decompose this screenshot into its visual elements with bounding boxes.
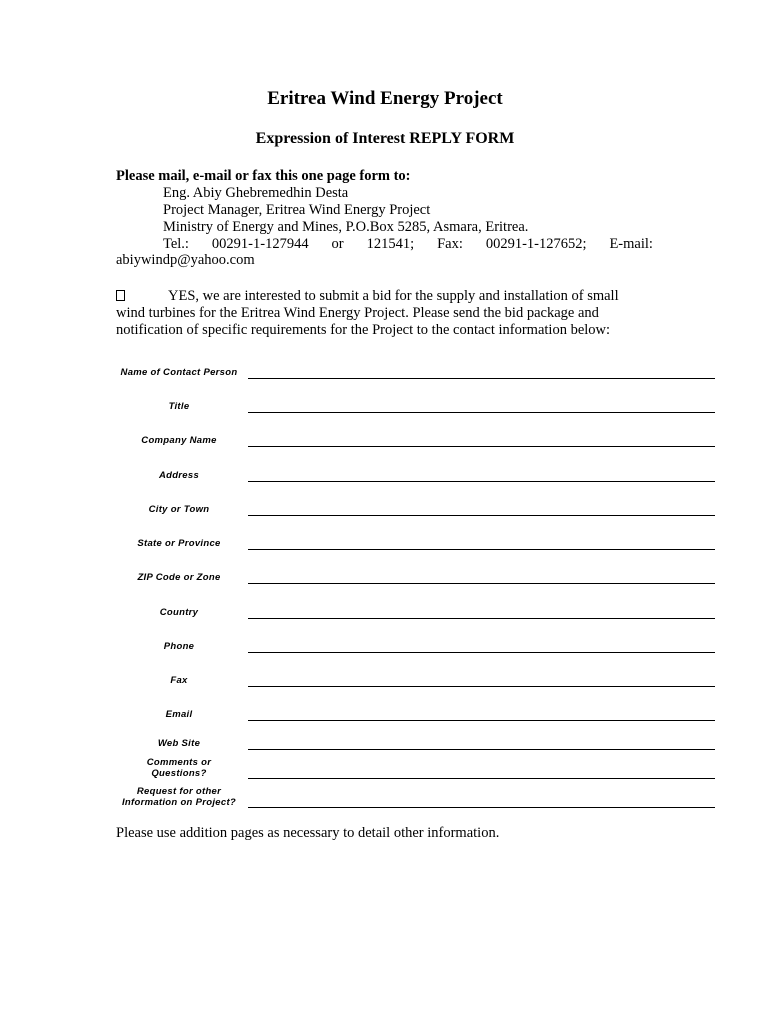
footer-note: Please use addition pages as necessary to detail other information. bbox=[116, 825, 500, 841]
field-label-city: City or Town bbox=[148, 504, 210, 515]
field-label-contact-person: Name of Contact Person bbox=[120, 367, 238, 378]
contact-tel-alt: 121541; bbox=[366, 236, 415, 252]
field-label-address: Address bbox=[158, 470, 200, 481]
field-label-title: Title bbox=[168, 401, 190, 412]
address-line-position: Project Manager, Eritrea Wind Energy Project bbox=[163, 202, 431, 218]
field-label-request-info: Request for other Information on Project? bbox=[121, 786, 237, 808]
address-input[interactable] bbox=[248, 465, 715, 482]
interest-checkbox[interactable] bbox=[116, 290, 125, 301]
field-label-state: State or Province bbox=[137, 538, 221, 549]
address-line-ministry: Ministry of Energy and Mines, P.O.Box 5285, Asmara, Eritrea. bbox=[163, 219, 529, 235]
interest-line-1: YES, we are interested to submit a bid for the supply and installation of small bbox=[168, 288, 619, 304]
fax-input[interactable] bbox=[248, 670, 715, 687]
city-input[interactable] bbox=[248, 499, 715, 516]
zip-input[interactable] bbox=[248, 567, 715, 584]
field-label-comments: Comments or Questions? bbox=[146, 757, 212, 779]
website-input[interactable] bbox=[248, 733, 715, 750]
contact-fax-number: 00291-1-127652; bbox=[485, 236, 587, 252]
contact-fax-label: Fax: bbox=[437, 236, 463, 252]
contact-email-address[interactable]: abiywindp@yahoo.com bbox=[116, 252, 255, 268]
company-name-input[interactable] bbox=[248, 430, 715, 447]
interest-line-2: wind turbines for the Eritrea Wind Energy Project. Please send the bid package and bbox=[116, 305, 599, 321]
field-label-website: Web Site bbox=[157, 738, 201, 749]
country-input[interactable] bbox=[248, 602, 715, 619]
field-label-zip: ZIP Code or Zone bbox=[137, 572, 221, 583]
field-label-phone: Phone bbox=[163, 641, 195, 652]
document-title: Eritrea Wind Energy Project bbox=[267, 88, 503, 109]
interest-line-3: notification of specific requirements for the Project to the contact information below: bbox=[116, 322, 611, 338]
field-label-fax: Fax bbox=[170, 675, 188, 686]
contact-tel-number: 00291-1-127944 bbox=[211, 236, 309, 252]
contact-line bbox=[163, 236, 653, 253]
contact-or: or bbox=[331, 236, 344, 252]
state-input[interactable] bbox=[248, 533, 715, 550]
contact-email-label: E-mail: bbox=[609, 236, 653, 252]
phone-input[interactable] bbox=[248, 636, 715, 653]
contact-tel-label: Tel.: bbox=[163, 236, 189, 252]
comments-input[interactable] bbox=[248, 762, 715, 779]
mail-instruction: Please mail, e-mail or fax this one page form to: bbox=[116, 168, 411, 184]
field-label-company: Company Name bbox=[141, 435, 217, 446]
address-line-name: Eng. Abiy Ghebremedhin Desta bbox=[163, 185, 349, 201]
request-info-input[interactable] bbox=[248, 791, 715, 808]
field-label-email: Email bbox=[165, 709, 193, 720]
email-input[interactable] bbox=[248, 704, 715, 721]
title-input[interactable] bbox=[248, 396, 715, 413]
contact-person-input[interactable] bbox=[248, 362, 715, 379]
field-label-country: Country bbox=[159, 607, 199, 618]
document-subtitle: Expression of Interest REPLY FORM bbox=[255, 130, 515, 147]
